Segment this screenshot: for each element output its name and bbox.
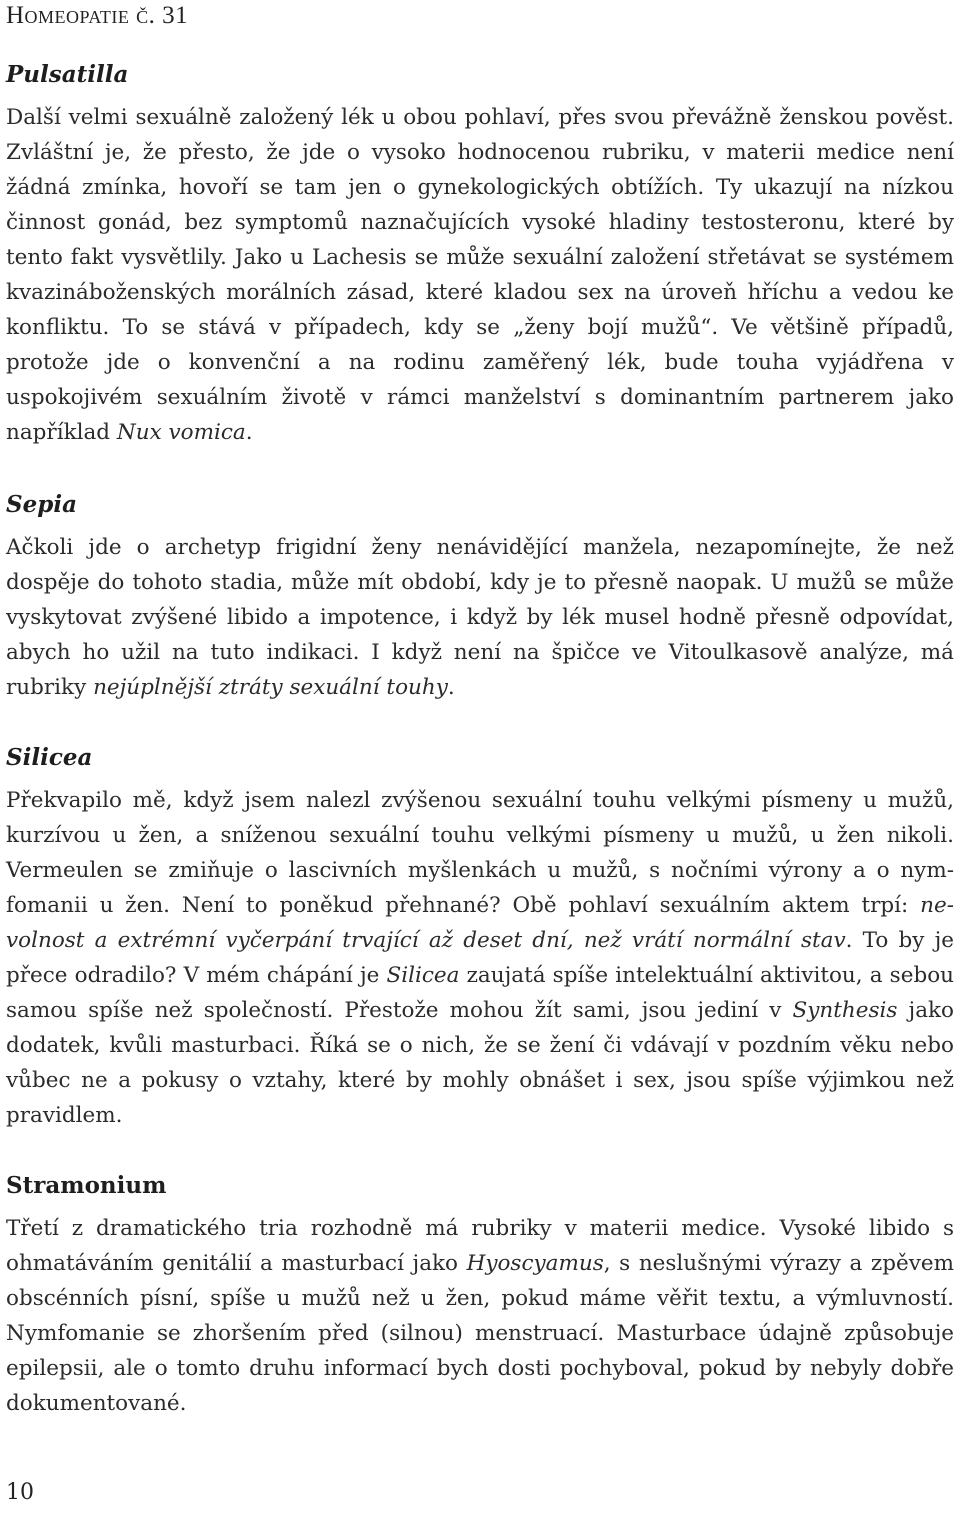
running-header: Homeopatie č. 31	[6, 2, 189, 29]
italic-run: Synthesis	[792, 998, 898, 1023]
text-run: Třetí z dramatického tria rozhodně má rubriky v materii medice. Vysoké libido s ohmatáváním genitálií a masturbací jako	[6, 1216, 954, 1276]
page-content	[6, 58, 954, 1421]
section-silicea	[6, 741, 954, 1133]
italic-run: nevolnost a extrémní vyčerpání trvající až deset dní, než vrátí normální stav	[6, 893, 954, 953]
page-number: 10	[6, 1480, 34, 1505]
section-spacer	[6, 1133, 954, 1169]
section-spacer	[6, 705, 954, 741]
section-paragraph	[6, 100, 954, 450]
text-run: Překvapilo mě, když jsem nalezl zvýšenou sexuální touhu velkými písmeny u mužů, kurzívou u žen, a sníženou sexuální touhu velkými písmeny u mužů, u žen nikoli. Vermeulen se zmiňuje o lascivních myšlenkách u mužů, s nočními výrony a o nymfomanii u žen. Není to poněkud přehnané? Obě pohlaví sexuálním aktem trpí:	[6, 788, 954, 918]
section-stramonium	[6, 1169, 954, 1421]
text-run: .	[245, 420, 253, 445]
section-heading: Silicea	[6, 744, 93, 771]
text-run: . To by je přece odradilo? V mém chápání je	[6, 928, 954, 988]
text-run: , s neslušnými výrazy a zpěvem obscénních písní, spíše u mužů než u žen, pokud máme věřit textu, a výmluvností. Nymfomanie se zhoršením před (silnou) menstruací. Masturbace údajně způsobuje epilepsii, ale o tomto druhu informací bych dosti pochyboval, pokud by nebyly dobře dokumentované.	[6, 1251, 954, 1416]
italic-run: Nux vomica	[116, 420, 246, 445]
section-sepia	[6, 488, 954, 705]
section-paragraph	[6, 1211, 954, 1421]
section-paragraph	[6, 783, 954, 1133]
italic-run: nejúplnější ztráty sexuální touhy	[93, 675, 448, 700]
text-run: Ačkoli jde o archetyp frigidní ženy nenávidějící manžela, nezapomínejte, že než dospěje do tohoto stadia, může mít období, kdy je to přesně naopak. U mužů se může vyskytovat zvýšené libido a impotence, i když by lék musel hodně přesně odpovídat, abych ho užil na tuto indikaci. I když není na špičce ve Vitoulkasově analýze, má rubriky	[6, 535, 954, 700]
section-heading: Pulsatilla	[6, 61, 129, 88]
text-run: Další velmi sexuálně založený lék u obou pohlaví, přes svou převážně ženskou pověst. Zvláštní je, že přesto, že jde o vysoko hodnocenou rubriku, v materii medice není žádná zmínka, hovoří se tam jen o gynekologických obtížích. Ty ukazují na nízkou činnost gonád, bez symptomů naznačujících vysoké hladiny testosteronu, které by tento fakt vysvětlily. Jako u Lachesis se může sexuální založení střetávat se systémem kvazináboženských morálních zásad, které kladou sex na úroveň hříchu a vedou ke konfliktu. To se stává v případech, kdy se „ženy bojí mužů“. Ve většině případů, protože jde o konvenční a na rodinu zaměřený lék, bude touha vyjádřena v uspokojivém sexuálním životě v rámci manželství s dominantním partnerem jako například	[6, 105, 954, 445]
text-run: zaujatá spíše intelektuální aktivitou, a sebou samou spíše než společností. Přestože mohou žít sami, jsou jediní v	[6, 963, 954, 1023]
section-paragraph	[6, 530, 954, 705]
italic-run: Hyoscyamus	[466, 1251, 604, 1276]
text-run: .	[447, 675, 455, 700]
section-pulsatilla	[6, 58, 954, 450]
section-spacer	[6, 450, 954, 488]
italic-run: Silicea	[386, 963, 460, 988]
section-heading: Stramonium	[6, 1172, 167, 1199]
text-run: jako dodatek, kvůli masturbaci. Říká se o nich, že se žení či vdávají v pozdním věku nebo vůbec ne a pokusy o vztahy, které by mohly obnášet i sex, jsou spíše výjimkou než pravidlem.	[6, 998, 954, 1128]
section-heading: Sepia	[6, 491, 77, 518]
